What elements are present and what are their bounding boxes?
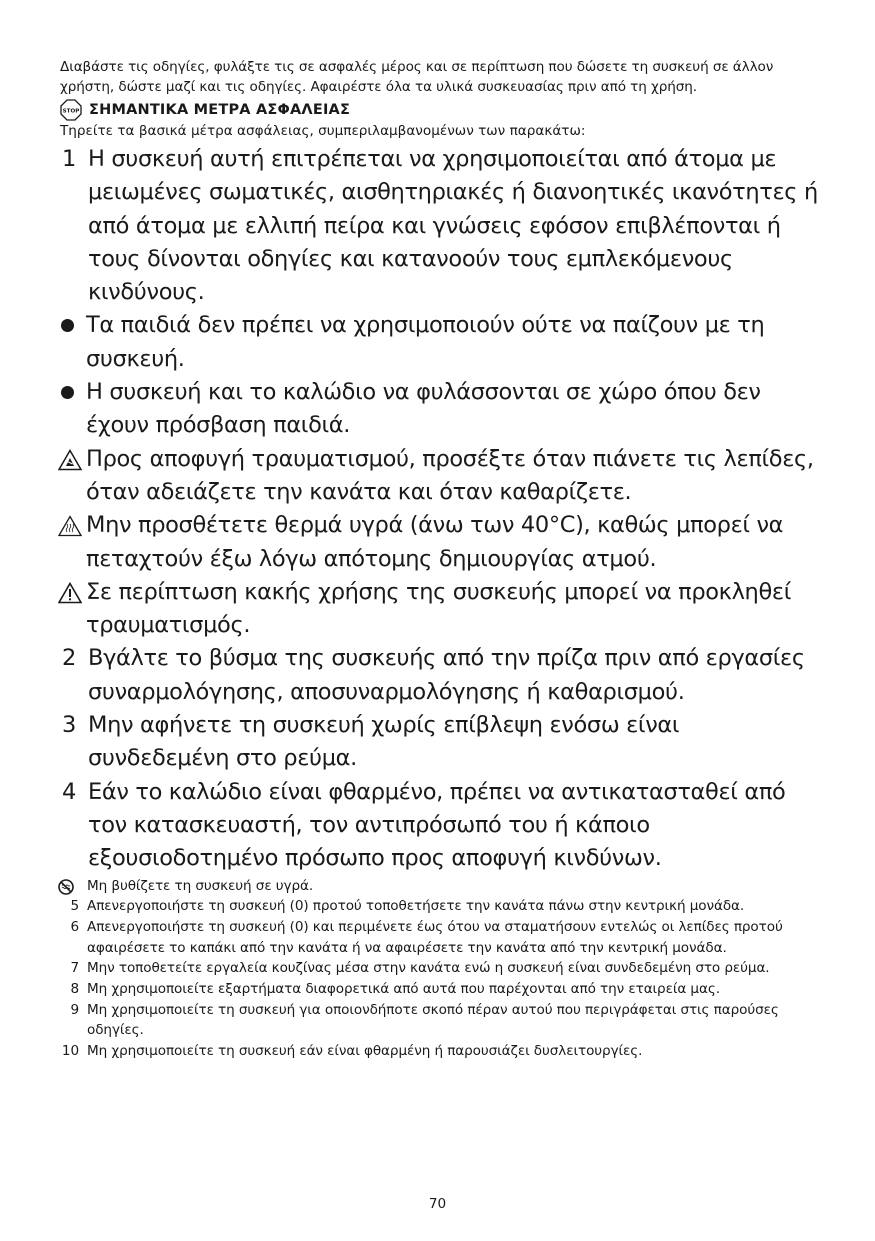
small-list-item — [60, 876, 820, 897]
small-list-item — [60, 1000, 820, 1041]
big-list-item — [60, 309, 820, 376]
small-list-item — [60, 896, 820, 917]
intro-paragraph: Διαβάστε τις οδηγίες, φυλάξτε τις σε ασφαλές μέρος και σε περίπτωση που δώσετε τη συσκευή σε άλλον χρήστη, δώστε μαζί και τις οδηγίες. Αφαιρέστε όλα τα υλικά συσκευασίας πριν από τη χρήση. — [60, 59, 774, 95]
safety-heading-title: ΣΗΜΑΝΤΙΚΑ ΜΕΤΡΑ ΑΣΦΑΛΕΙΑΣ — [89, 102, 351, 118]
item-number: 10 — [61, 1043, 79, 1060]
item-text: Η συσκευή αυτή επιτρέπεται να χρησιμοποιείται από άτομα με μειωμένες σωματικές, αισθητηριακές ή διανοητικές ικανότητες ή από άτομα με ελλιπή πείρα και γνώσεις εφόσον επιβλέπονται ή τους δίνονται οδηγίες και κατανοούν τους εμπλεκόμενους κινδύνους. — [88, 146, 818, 306]
item-text: Μη χρησιμοποιείτε τη συσκευή για οποιονδήποτε σκοπό πέραν αυτού που περιγράφεται στις παρούσες οδηγίες. — [87, 1001, 779, 1039]
small-list-item — [60, 958, 820, 979]
item-text: Μη χρησιμοποιείτε τη συσκευή εάν είναι φθαρμένη ή παρουσιάζει δυσλειτουργίες. — [87, 1043, 643, 1060]
small-item-list — [60, 876, 820, 1062]
safety-heading — [60, 99, 820, 121]
item-text: Μη βυθίζετε τη συσκευή σε υγρά. — [87, 877, 314, 894]
item-text: Σε περίπτωση κακής χρήσης της συσκευής μπορεί να προκληθεί τραυματισμός. — [86, 578, 791, 639]
item-text: Μην προσθέτετε θερμά υγρά (άνω των 40°C), καθώς μπορεί να πεταχτούν έξω λόγω απότομης δημιουργίας ατμού. — [86, 512, 784, 572]
safety-heading-subtitle: Τηρείτε τα βασικά μέτρα ασφάλειας, συμπεριλαμβανομένων των παρακάτω: — [60, 123, 586, 139]
item-number: 8 — [70, 981, 79, 998]
item-number: 5 — [70, 898, 79, 915]
stop-icon-label: STOP — [62, 108, 80, 115]
stop-icon — [60, 99, 82, 121]
hot-steam-warning-icon — [58, 515, 82, 537]
item-text: Προς αποφυγή τραυματισμού, προσέξτε όταν πιάνετε τις λεπίδες, όταν αδειάζετε την κανάτα και όταν καθαρίζετε. — [86, 445, 814, 505]
blade-warning-icon — [58, 449, 82, 471]
small-list-item — [60, 917, 820, 958]
small-list-item — [60, 1041, 820, 1062]
page-number: 70 — [428, 1196, 447, 1212]
item-text: Απενεργοποιήστε τη συσκευή (0) προτού τοποθετήσετε την κανάτα πάνω στην κεντρική μονάδα. — [87, 898, 745, 915]
big-list-item — [60, 376, 820, 443]
item-text: Η συσκευή και το καλώδιο να φυλάσσονται σε χώρο όπου δεν έχουν πρόσβαση παιδιά. — [86, 379, 761, 439]
document-page — [60, 58, 820, 1062]
item-text: Τα παιδιά δεν πρέπει να χρησιμοποιούν ούτε να παίζουν με τη συσκευή. — [86, 312, 765, 372]
item-number: 6 — [70, 918, 79, 935]
big-list-item — [60, 443, 820, 510]
bullet-dot-icon — [61, 319, 74, 332]
big-list-item — [60, 143, 820, 309]
item-number: 4 — [62, 778, 76, 805]
item-number: 2 — [62, 645, 76, 672]
big-list-item — [60, 709, 820, 776]
big-list-item — [60, 576, 820, 643]
item-number: 9 — [70, 1001, 79, 1018]
item-number: 1 — [62, 146, 76, 172]
item-text: Εάν το καλώδιο είναι φθαρμένο, πρέπει να αντικατασταθεί από τον κατασκευαστή, τον αντιπρόσωπό του ή κάποιο εξουσιοδοτημένο πρόσωπο προς αποφυγή κινδύνων. — [88, 778, 786, 872]
warning-icon — [58, 582, 82, 604]
item-text: Μην τοποθετείτε εργαλεία κουζίνας μέσα στην κανάτα ενώ η συσκευή είναι συνδεδεμένη στο ρεύμα. — [87, 960, 770, 977]
big-list-item — [60, 642, 820, 709]
bullet-dot-icon — [61, 386, 74, 399]
big-list-item — [60, 509, 820, 576]
small-list-item — [60, 979, 820, 1000]
big-item-list — [60, 143, 820, 876]
item-text: Απενεργοποιήστε τη συσκευή (0) και περιμένετε έως ότου να σταματήσουν εντελώς οι λεπίδες προτού αφαιρέσετε το καπάκι από την κανάτα ή να αφαιρέσετε την κανάτα από την κεντρική μονάδα. — [87, 918, 783, 956]
item-number: 3 — [62, 712, 76, 739]
item-text: Μη χρησιμοποιείτε εξαρτήματα διαφορετικά από αυτά που παρέχονται από την εταιρεία μας. — [87, 981, 720, 998]
no-immersion-icon — [58, 879, 74, 895]
item-text: Μην αφήνετε τη συσκευή χωρίς επίβλεψη ενόσω είναι συνδεδεμένη στο ρεύμα. — [88, 712, 680, 772]
item-number: 7 — [70, 960, 79, 977]
big-list-item — [60, 776, 820, 876]
item-text: Βγάλτε το βύσμα της συσκευής από την πρίζα πριν από εργασίες συναρμολόγησης, αποσυναρμολόγησης ή καθαρισμού. — [88, 645, 805, 705]
